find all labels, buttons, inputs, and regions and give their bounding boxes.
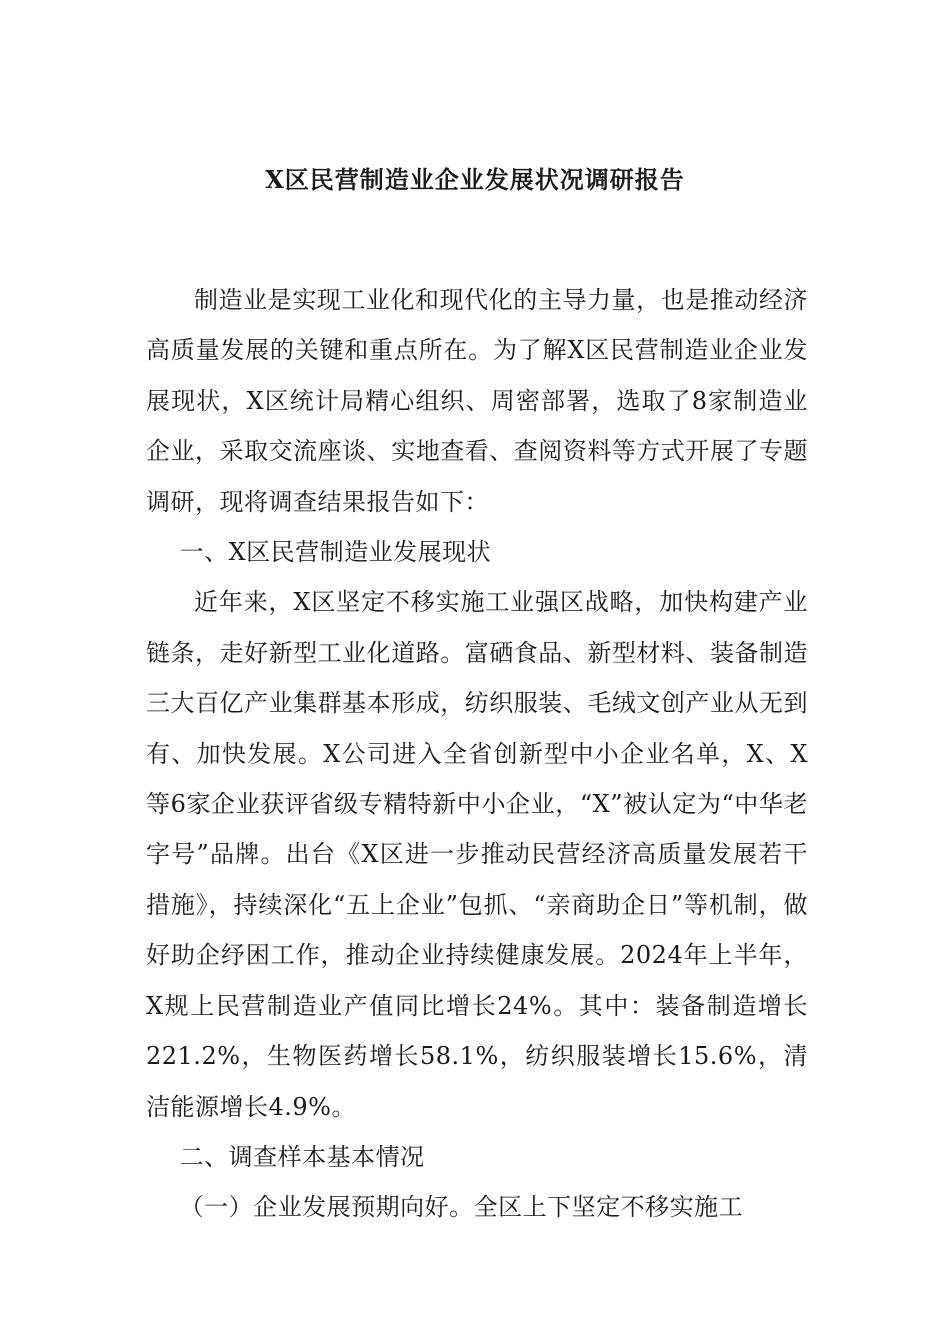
paragraph-intro: 制造业是实现工业化和现代化的主导力量，也是推动经济高质量发展的关键和重点所在。为了解X区民营制造业企业发展现状，X区统计局精心组织、周密部署，选取了8家制造业企业，采取交流座谈、实地查看、查阅资料等方式开展了专题调研，现将调查结果报告如下： <box>146 286 808 516</box>
document-title: X区民营制造业企业发展状况调研报告 <box>265 165 685 194</box>
document-body <box>146 275 808 1233</box>
paragraph-status: 近年来，X区坚定不移实施工业强区战略，加快构建产业链条，走好新型工业化道路。富硒食品、新型材料、装备制造三大百亿产业集群基本形成，纺织服装、毛绒文创产业从无到有、加快发展。X公司进入全省创新型中小企业名单，X、X等6家企业获评省级专精特新中小企业，“X”被认定为“中华老字号”品牌。出台《X区进一步推动民营经济高质量发展若干措施》，持续深化“五上企业”包抓、“亲商助企日”等机制，做好助企纾困工作，推动企业持续健康发展。2024年上半年，X规上民营制造业产值同比增长24%。其中：装备制造增长221.2%，生物医药增长58.1%，纺织服装增长15.6%，清洁能源增长4.9%。 <box>146 588 808 1121</box>
paragraph-subsection-1: （一）企业发展预期向好。全区上下坚定不移实施工 <box>179 1193 744 1222</box>
section-heading-1: 一、X区民营制造业发展现状 <box>179 538 492 567</box>
section-heading-2: 二、调查样本基本情况 <box>179 1142 425 1171</box>
